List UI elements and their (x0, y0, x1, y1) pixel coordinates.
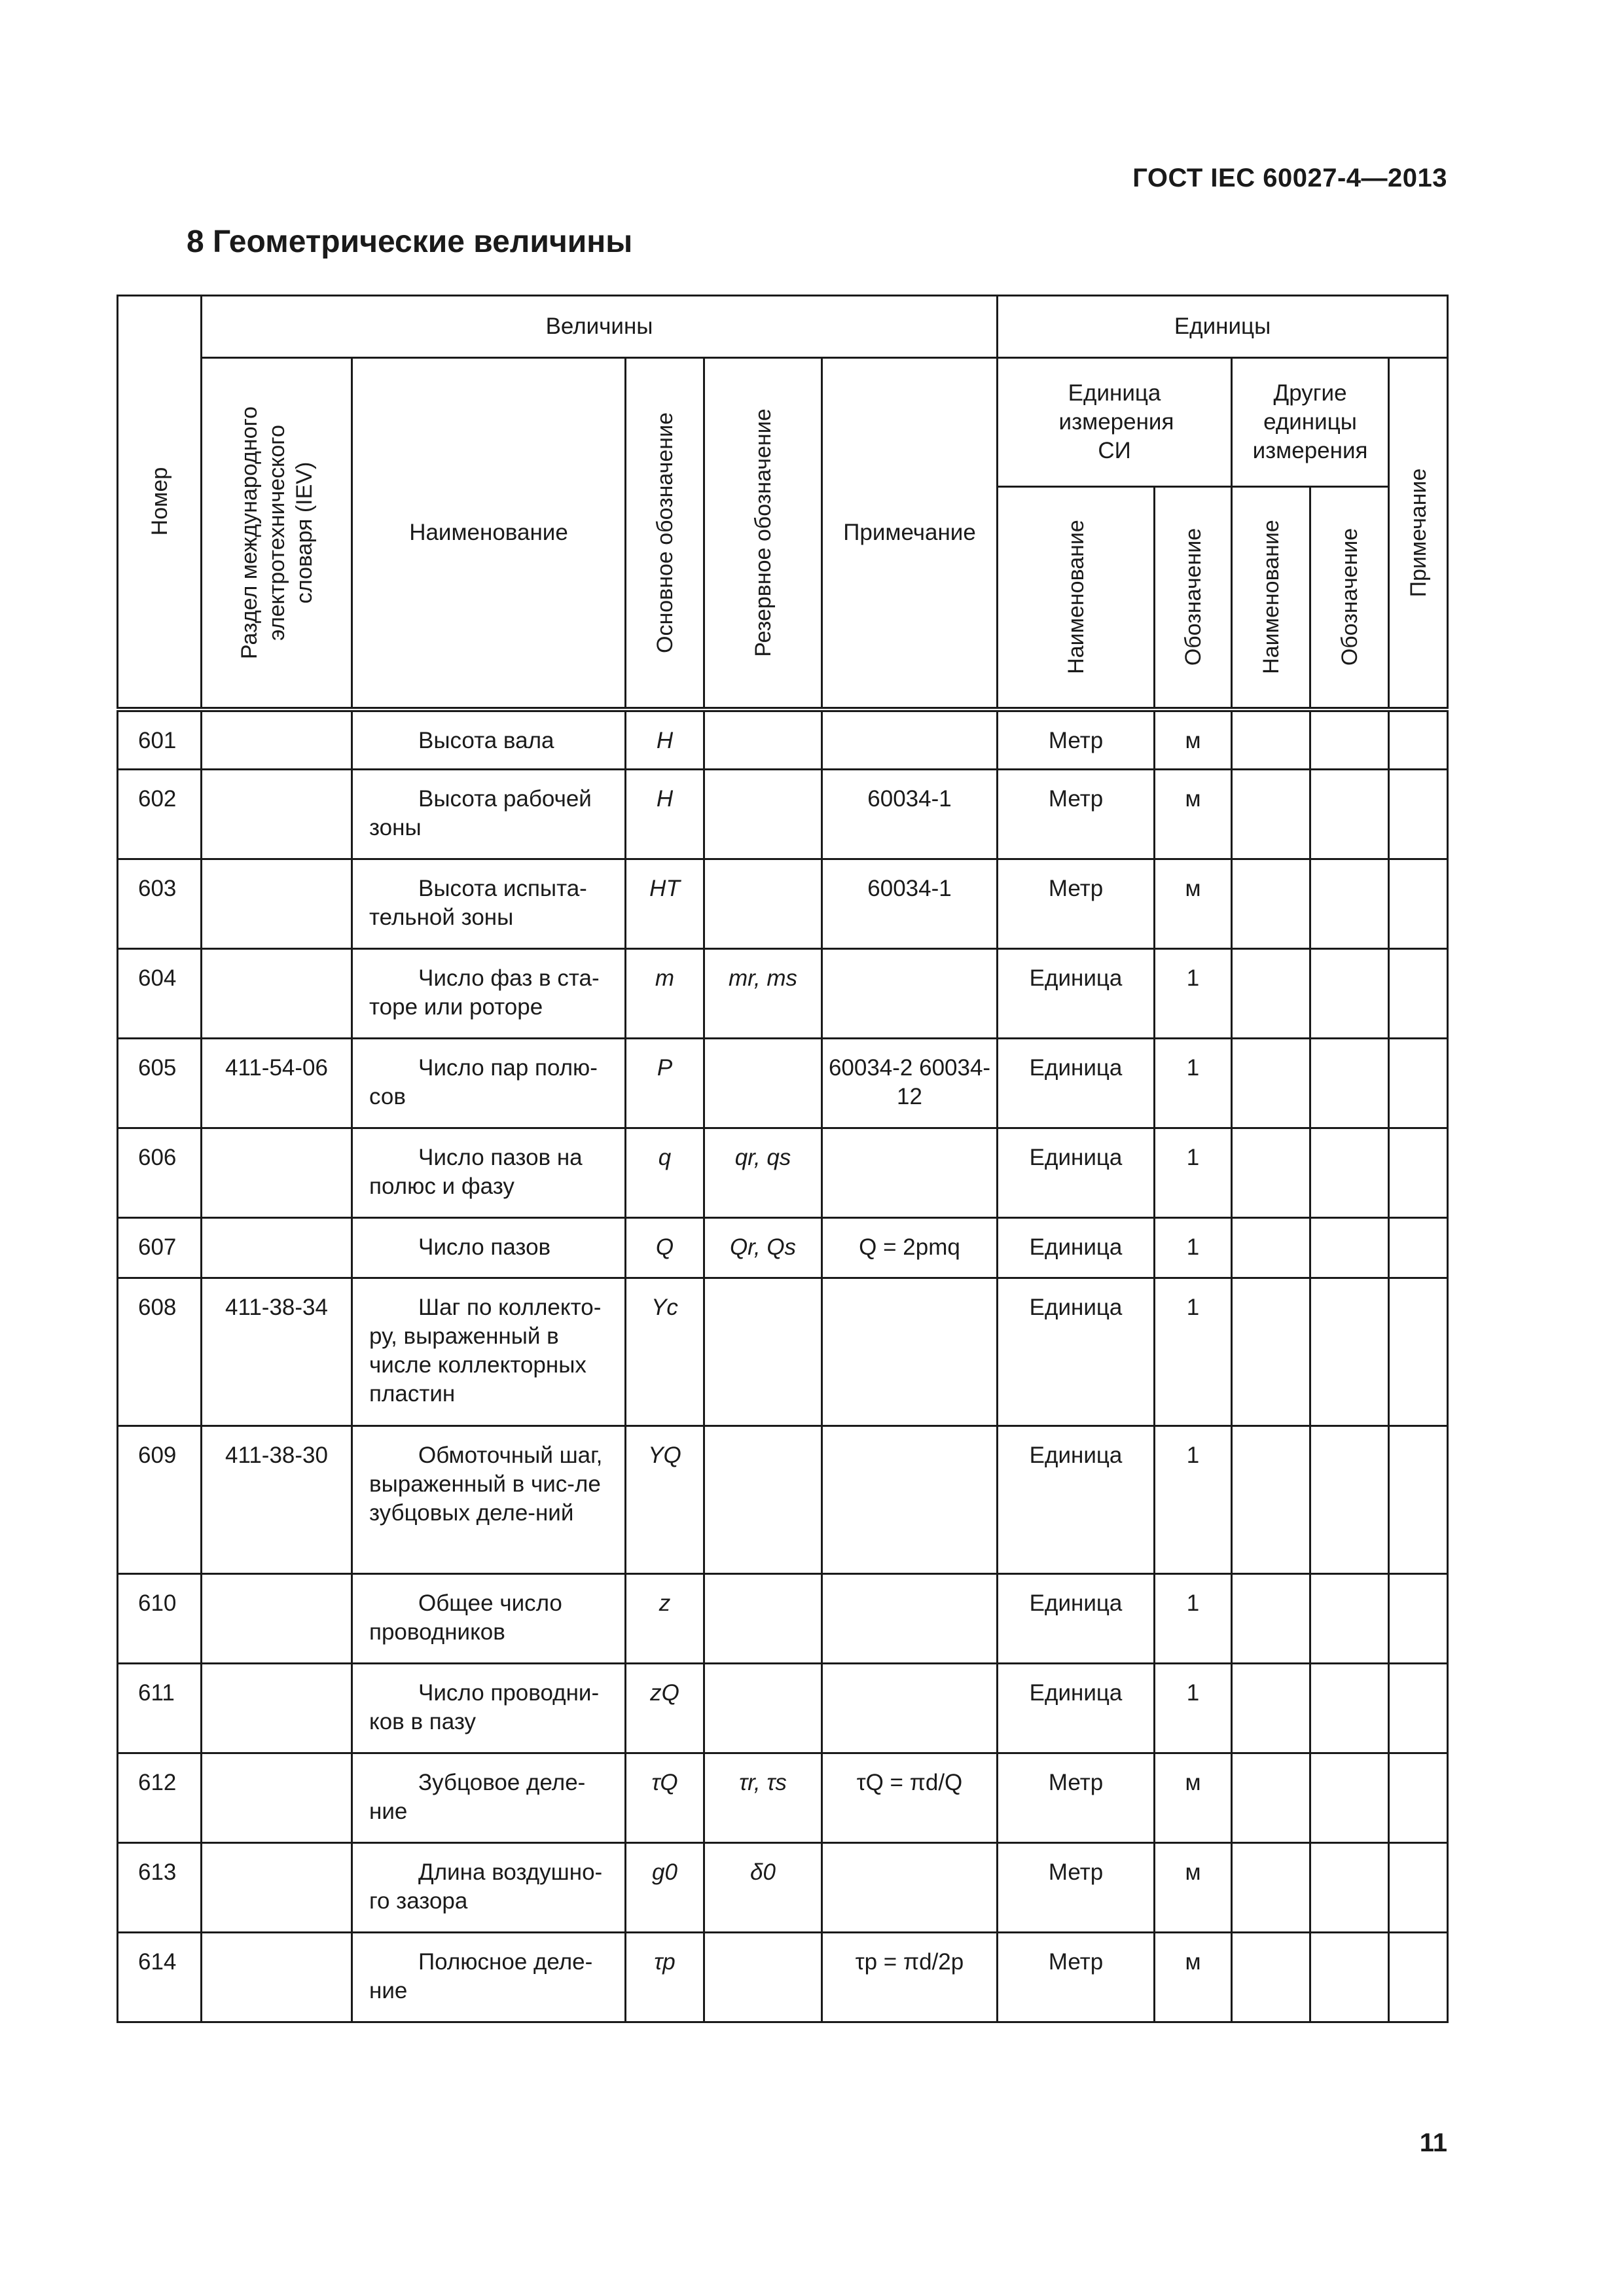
cell-si-name: Единица (998, 1664, 1155, 1753)
cell-other-symbol (1310, 1574, 1389, 1664)
table-row (118, 1278, 1448, 1426)
cell-other-name (1232, 1218, 1310, 1278)
cell-iev-section (202, 1843, 352, 1933)
header-quantities-group: Величины (202, 296, 998, 358)
cell-other-name (1232, 1664, 1310, 1753)
cell-number: 608 (118, 1278, 202, 1426)
cell-remark: Q = 2pmq (822, 1218, 998, 1278)
cell-main-symbol: YQ (626, 1426, 704, 1574)
cell-main-symbol: P (626, 1039, 704, 1128)
cell-units-remark (1389, 1843, 1448, 1933)
cell-remark: 60034-1 (822, 859, 998, 949)
cell-main-symbol: zQ (626, 1664, 704, 1753)
cell-iev-section (202, 770, 352, 859)
cell-iev-section (202, 1218, 352, 1278)
cell-main-symbol: H (626, 709, 704, 770)
cell-other-name (1232, 1574, 1310, 1664)
cell-si-symbol: 1 (1155, 1039, 1232, 1128)
cell-reserve-symbol (704, 1664, 822, 1753)
cell-si-symbol: 1 (1155, 1426, 1232, 1574)
header-units-remark: Примечание (1389, 358, 1448, 709)
cell-iev-section (202, 1664, 352, 1753)
cell-si-symbol: 1 (1155, 1278, 1232, 1426)
cell-remark (822, 949, 998, 1039)
cell-name: Общее число проводников (352, 1574, 626, 1664)
cell-units-remark (1389, 1933, 1448, 2022)
cell-number: 604 (118, 949, 202, 1039)
table-row (118, 859, 1448, 949)
cell-remark: 60034-1 (822, 770, 998, 859)
cell-number: 611 (118, 1664, 202, 1753)
cell-reserve-symbol (704, 1574, 822, 1664)
header-other-symbol: Обозначение (1310, 487, 1389, 709)
cell-iev-section: 411-38-30 (202, 1426, 352, 1574)
cell-reserve-symbol (704, 859, 822, 949)
table-row (118, 1039, 1448, 1128)
cell-si-symbol: м (1155, 1933, 1232, 2022)
cell-units-remark (1389, 1426, 1448, 1574)
table-row (118, 709, 1448, 770)
cell-units-remark (1389, 1218, 1448, 1278)
cell-iev-section (202, 709, 352, 770)
cell-remark (822, 1664, 998, 1753)
cell-iev-section: 411-54-06 (202, 1039, 352, 1128)
cell-iev-section (202, 949, 352, 1039)
cell-units-remark (1389, 1278, 1448, 1426)
cell-iev-section (202, 1753, 352, 1843)
header-si-symbol: Обозначение (1155, 487, 1232, 709)
cell-units-remark (1389, 1039, 1448, 1128)
cell-main-symbol: HT (626, 859, 704, 949)
cell-si-name: Единица (998, 1128, 1155, 1218)
cell-reserve-symbol: τr, τs (704, 1753, 822, 1843)
table-row (118, 1574, 1448, 1664)
header-number: Номер (118, 296, 202, 709)
cell-other-name (1232, 1753, 1310, 1843)
cell-reserve-symbol: qr, qs (704, 1128, 822, 1218)
cell-other-symbol (1310, 949, 1389, 1039)
cell-other-symbol (1310, 1843, 1389, 1933)
cell-remark (822, 709, 998, 770)
quantities-table (117, 295, 1449, 2023)
header-iev-section: Раздел международного электротехнического словаря (IEV) (202, 358, 352, 709)
cell-number: 607 (118, 1218, 202, 1278)
cell-number: 605 (118, 1039, 202, 1128)
table-row (118, 1664, 1448, 1753)
cell-iev-section (202, 1128, 352, 1218)
header-other-units-group: Другие единицы измерения (1232, 358, 1389, 487)
cell-other-symbol (1310, 1933, 1389, 2022)
header-reserve-symbol: Резервное обозначение (704, 358, 822, 709)
cell-other-symbol (1310, 1039, 1389, 1128)
header-si-name: Наименование (998, 487, 1155, 709)
cell-other-symbol (1310, 1753, 1389, 1843)
header-units-group: Единицы (998, 296, 1448, 358)
cell-main-symbol: g0 (626, 1843, 704, 1933)
cell-number: 601 (118, 709, 202, 770)
cell-main-symbol: z (626, 1574, 704, 1664)
cell-si-name: Метр (998, 859, 1155, 949)
cell-main-symbol: m (626, 949, 704, 1039)
cell-remark (822, 1574, 998, 1664)
section-title: 8 Геометрические величины (187, 224, 633, 259)
cell-number: 610 (118, 1574, 202, 1664)
cell-main-symbol: Q (626, 1218, 704, 1278)
cell-si-symbol: м (1155, 770, 1232, 859)
cell-name: Число пазов (352, 1218, 626, 1278)
cell-iev-section (202, 859, 352, 949)
table-row (118, 1128, 1448, 1218)
header-remark: Примечание (822, 358, 998, 709)
cell-number: 613 (118, 1843, 202, 1933)
header-name: Наименование (352, 358, 626, 709)
cell-units-remark (1389, 1664, 1448, 1753)
cell-reserve-symbol (704, 1426, 822, 1574)
cell-other-name (1232, 1843, 1310, 1933)
cell-main-symbol: q (626, 1128, 704, 1218)
cell-si-symbol: м (1155, 859, 1232, 949)
cell-name: Зубцовое деле-ние (352, 1753, 626, 1843)
cell-name: Обмоточный шаг, выраженный в чис-ле зубцовых деле-ний (352, 1426, 626, 1574)
table-row (118, 1218, 1448, 1278)
cell-si-symbol: 1 (1155, 1664, 1232, 1753)
cell-remark: τQ = πd/Q (822, 1753, 998, 1843)
cell-remark: 60034-2 60034-12 (822, 1039, 998, 1128)
cell-reserve-symbol: Qr, Qs (704, 1218, 822, 1278)
cell-other-name (1232, 1039, 1310, 1128)
cell-units-remark (1389, 1128, 1448, 1218)
cell-other-name (1232, 949, 1310, 1039)
cell-number: 603 (118, 859, 202, 949)
cell-main-symbol: τp (626, 1933, 704, 2022)
cell-remark (822, 1278, 998, 1426)
cell-name: Полюсное деле-ние (352, 1933, 626, 2022)
cell-other-name (1232, 1278, 1310, 1426)
cell-number: 602 (118, 770, 202, 859)
cell-other-symbol (1310, 859, 1389, 949)
cell-remark: τp = πd/2p (822, 1933, 998, 2022)
cell-other-name (1232, 1128, 1310, 1218)
cell-other-symbol (1310, 1278, 1389, 1426)
cell-units-remark (1389, 859, 1448, 949)
cell-si-symbol: м (1155, 1843, 1232, 1933)
cell-name: Число фаз в ста-торе или роторе (352, 949, 626, 1039)
cell-other-symbol (1310, 1426, 1389, 1574)
cell-si-name: Единица (998, 1426, 1155, 1574)
cell-name: Число проводни-ков в пазу (352, 1664, 626, 1753)
cell-name: Высота рабочей зоны (352, 770, 626, 859)
table-row (118, 949, 1448, 1039)
cell-units-remark (1389, 1753, 1448, 1843)
cell-other-symbol (1310, 1128, 1389, 1218)
cell-iev-section: 411-38-34 (202, 1278, 352, 1426)
cell-number: 609 (118, 1426, 202, 1574)
cell-si-name: Единица (998, 1218, 1155, 1278)
cell-name: Высота испыта-тельной зоны (352, 859, 626, 949)
cell-si-name: Единица (998, 949, 1155, 1039)
cell-iev-section (202, 1933, 352, 2022)
cell-other-symbol (1310, 770, 1389, 859)
cell-name: Высота вала (352, 709, 626, 770)
cell-name: Число пазов на полюс и фазу (352, 1128, 626, 1218)
cell-si-name: Метр (998, 1933, 1155, 2022)
cell-other-name (1232, 770, 1310, 859)
cell-other-name (1232, 1933, 1310, 2022)
cell-si-symbol: 1 (1155, 1218, 1232, 1278)
cell-name: Число пар полю-сов (352, 1039, 626, 1128)
cell-si-symbol: м (1155, 1753, 1232, 1843)
cell-reserve-symbol (704, 709, 822, 770)
cell-main-symbol: Yc (626, 1278, 704, 1426)
cell-other-symbol (1310, 1664, 1389, 1753)
cell-remark (822, 1128, 998, 1218)
cell-si-symbol: м (1155, 709, 1232, 770)
cell-si-symbol: 1 (1155, 1128, 1232, 1218)
cell-number: 612 (118, 1753, 202, 1843)
table-row (118, 1426, 1448, 1574)
cell-remark (822, 1843, 998, 1933)
cell-name: Шаг по коллекто-ру, выраженный в числе коллекторных пластин (352, 1278, 626, 1426)
cell-si-name: Метр (998, 770, 1155, 859)
cell-iev-section (202, 1574, 352, 1664)
table-row (118, 1933, 1448, 2022)
cell-reserve-symbol: δ0 (704, 1843, 822, 1933)
cell-si-name: Метр (998, 1753, 1155, 1843)
document-header: ГОСТ IEC 60027-4—2013 (1132, 164, 1447, 192)
cell-si-name: Метр (998, 1843, 1155, 1933)
header-si-unit-group: Единица измерения СИ (998, 358, 1232, 487)
cell-reserve-symbol (704, 1278, 822, 1426)
table-row (118, 1753, 1448, 1843)
cell-reserve-symbol: mr, ms (704, 949, 822, 1039)
cell-units-remark (1389, 709, 1448, 770)
cell-other-name (1232, 1426, 1310, 1574)
cell-si-name: Единица (998, 1574, 1155, 1664)
cell-number: 614 (118, 1933, 202, 2022)
header-main-symbol: Основное обозначение (626, 358, 704, 709)
cell-units-remark (1389, 1574, 1448, 1664)
cell-si-name: Единица (998, 1039, 1155, 1128)
cell-remark (822, 1426, 998, 1574)
header-other-name: Наименование (1232, 487, 1310, 709)
cell-main-symbol: H (626, 770, 704, 859)
cell-number: 606 (118, 1128, 202, 1218)
table-row (118, 1843, 1448, 1933)
cell-reserve-symbol (704, 770, 822, 859)
page-number: 11 (1419, 2128, 1447, 2157)
cell-si-symbol: 1 (1155, 1574, 1232, 1664)
cell-main-symbol: τQ (626, 1753, 704, 1843)
cell-units-remark (1389, 949, 1448, 1039)
cell-name: Длина воздушно-го зазора (352, 1843, 626, 1933)
cell-si-name: Единица (998, 1278, 1155, 1426)
cell-other-name (1232, 859, 1310, 949)
cell-other-symbol (1310, 1218, 1389, 1278)
cell-units-remark (1389, 770, 1448, 859)
table-row (118, 770, 1448, 859)
cell-reserve-symbol (704, 1039, 822, 1128)
cell-si-name: Метр (998, 709, 1155, 770)
cell-si-symbol: 1 (1155, 949, 1232, 1039)
cell-reserve-symbol (704, 1933, 822, 2022)
